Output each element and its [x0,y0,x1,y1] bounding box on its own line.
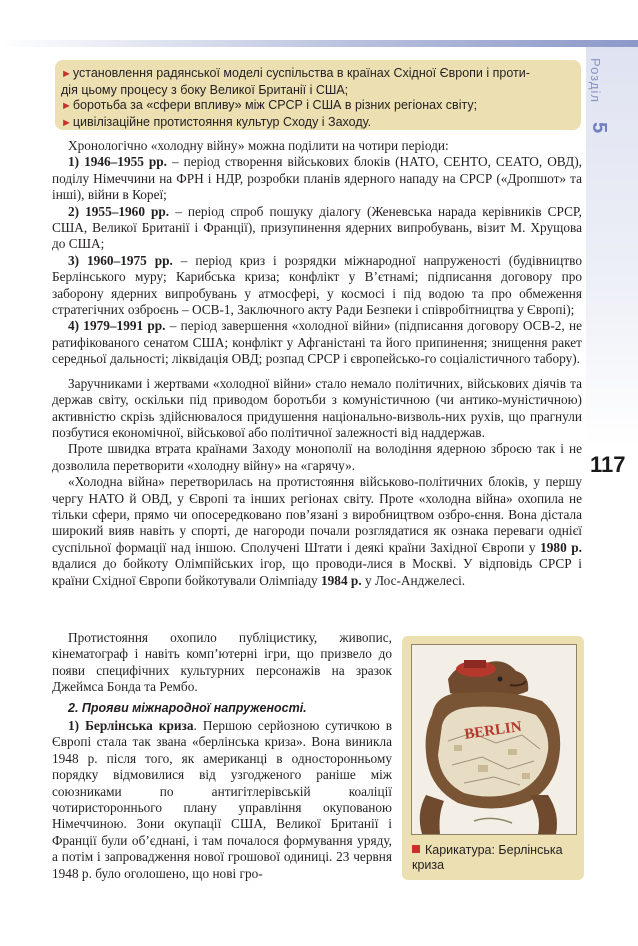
triangle-bullet-icon: ► [61,100,72,112]
box-item: ►цивілізаційне протистояння культур Сходу і Заходу. [61,114,372,129]
box-item: ►боротьба за «сфери впливу» між СРСР і США в різних регіонах світу; [61,98,478,112]
section-number: 5 [588,122,610,134]
cartoon-drawing [412,645,576,834]
box-item: ►установлення радянської моделі суспільства в країнах Східної Європи і проти- [61,66,530,80]
berlin-crisis-cartoon-image [411,644,577,835]
paragraph-monopoly: Проте швидка втрата країнами Заходу монополії на володіння ядерною зброєю так і не дозволила перетворити «холодну війну» на «гарячу». [52,441,582,473]
top-decorative-bar [0,40,638,47]
period-4: 4) 1979–1991 рр. – період завершення «холодної війни» (підписання договору ОСВ-2, не ратифікованого сенатом США; конфлікт у Афганістані та його припинення; знищення ракет середньої дальності; ліквідація ОВД; розпад СРСР і європейсько-го соціалістичного табору). [52,318,582,367]
section-word: Розділ [588,58,603,103]
period-1: 1) 1946–1955 рр. – період створення військових блоків (НАТО, СЕНТО, СЕАТО, ОВД), поділу Німеччини на ФРН і НДР, розробки планів ядерного нападу на СРСР («Дропшот» та інші), війни в Кореї; [52,154,582,203]
lower-body-text [52,630,392,882]
period-3: 3) 1960–1975 рр. – період криз і розрядки міжнародної напруженості (будівництво Берлінського муру; Карибська криза; конфлікт у В’єтнамі; підписання договору про заборону ядерних випробувань у атмосфері, у космосі і під водою та про обмеження стратегічних озброєнь – ОСВ-1, Заключного акту Ради Безпеки і співробітництва у Європі); [52,252,582,318]
box-item-continuation: дія цьому процесу з боку Великої Британії і США; [61,82,349,97]
paragraph-culture: Протистояння охопило публіцистику, живопис, кінематограф і навіть комп’ютерні ігри, що призвело до появи специфічних культурних персонажів на зразок Джеймса Бонда та Рембо. [52,630,392,695]
triangle-bullet-icon: ► [61,116,72,129]
main-body-text [52,138,582,589]
figure-caption: Карикатура: Берлінська криза [412,843,563,872]
paragraph-blocs: «Холодна війна» перетворилась на протистояння військово-політичних блоків, у першу чергу НАТО й ОВД, у Європі та інших регіонах світу. Проте «холодна війна» охопила не тільки сфери, прямо чи опосередковано пов’язані з виробництвом озбро-єння. Вона дістала широкий вияв навіть у спорті, де нагороди почали розглядатися як ознака переваги однієї суспільної формації над іншою. Сполучені Штати і деякі країни Західної Європи у 1980 р. вдалися до бойкоту Олімпійських ігор, що проводи-лися в Москві. У відповідь СРСР і країни Східної Європи бойкотували Олімпіаду 1984 р. у Лос-Анджелесі. [52,474,583,588]
subheading: 2. Прояви міжнародної напруженості. [68,700,307,715]
periods-intro: Хронологічно «холодну війну» можна поділити на чотири періоди: [68,138,449,153]
map-label: BERLIN [463,718,523,743]
square-bullet-icon [412,845,420,853]
triangle-bullet-icon: ► [61,68,72,80]
cartoon-figure [402,636,584,880]
paragraph-berlin: 1) Берлінська криза. Першою серйозною сутичкою в Європі стала так звана «берлінська криза». Вона виникла 1948 р. після того, як американці в односторонньому порядку відмовилися від узгодженого раніше між союзниками по антигітлерівській коаліції чотиристороннього плану управління окупованою Німеччиною. Зони окупації США, Великої Британії і Франції були об’єднані, і там почалося формування уряду, а потім і запровадження нової грошової одиниці. 23 червня 1948 р. було оголошено, що нові гро- [52,718,392,881]
section-label [588,58,610,154]
period-2: 2) 1955–1960 рр. – період спроб пошуку діалогу (Женевська нарада керівників СРСР, США, Великої Британії і Франції), призупинення ядерних випробувань, візит М. Хрущова до США; [52,203,582,252]
page-number: 117 [590,452,626,477]
paragraph-hostages: Заручниками і жертвами «холодної війни» стало немало політичних, військових діячів та держав світу, оскільки під приводом боротьби з комуністичною (чи антико-муністичною) активністю скрізь здійснювалося придушення національно-визволь-них рухів, що прагнули позбутися економічної, військової або політичної залежності від наддержав. [52,375,582,440]
causes-box [55,60,581,130]
